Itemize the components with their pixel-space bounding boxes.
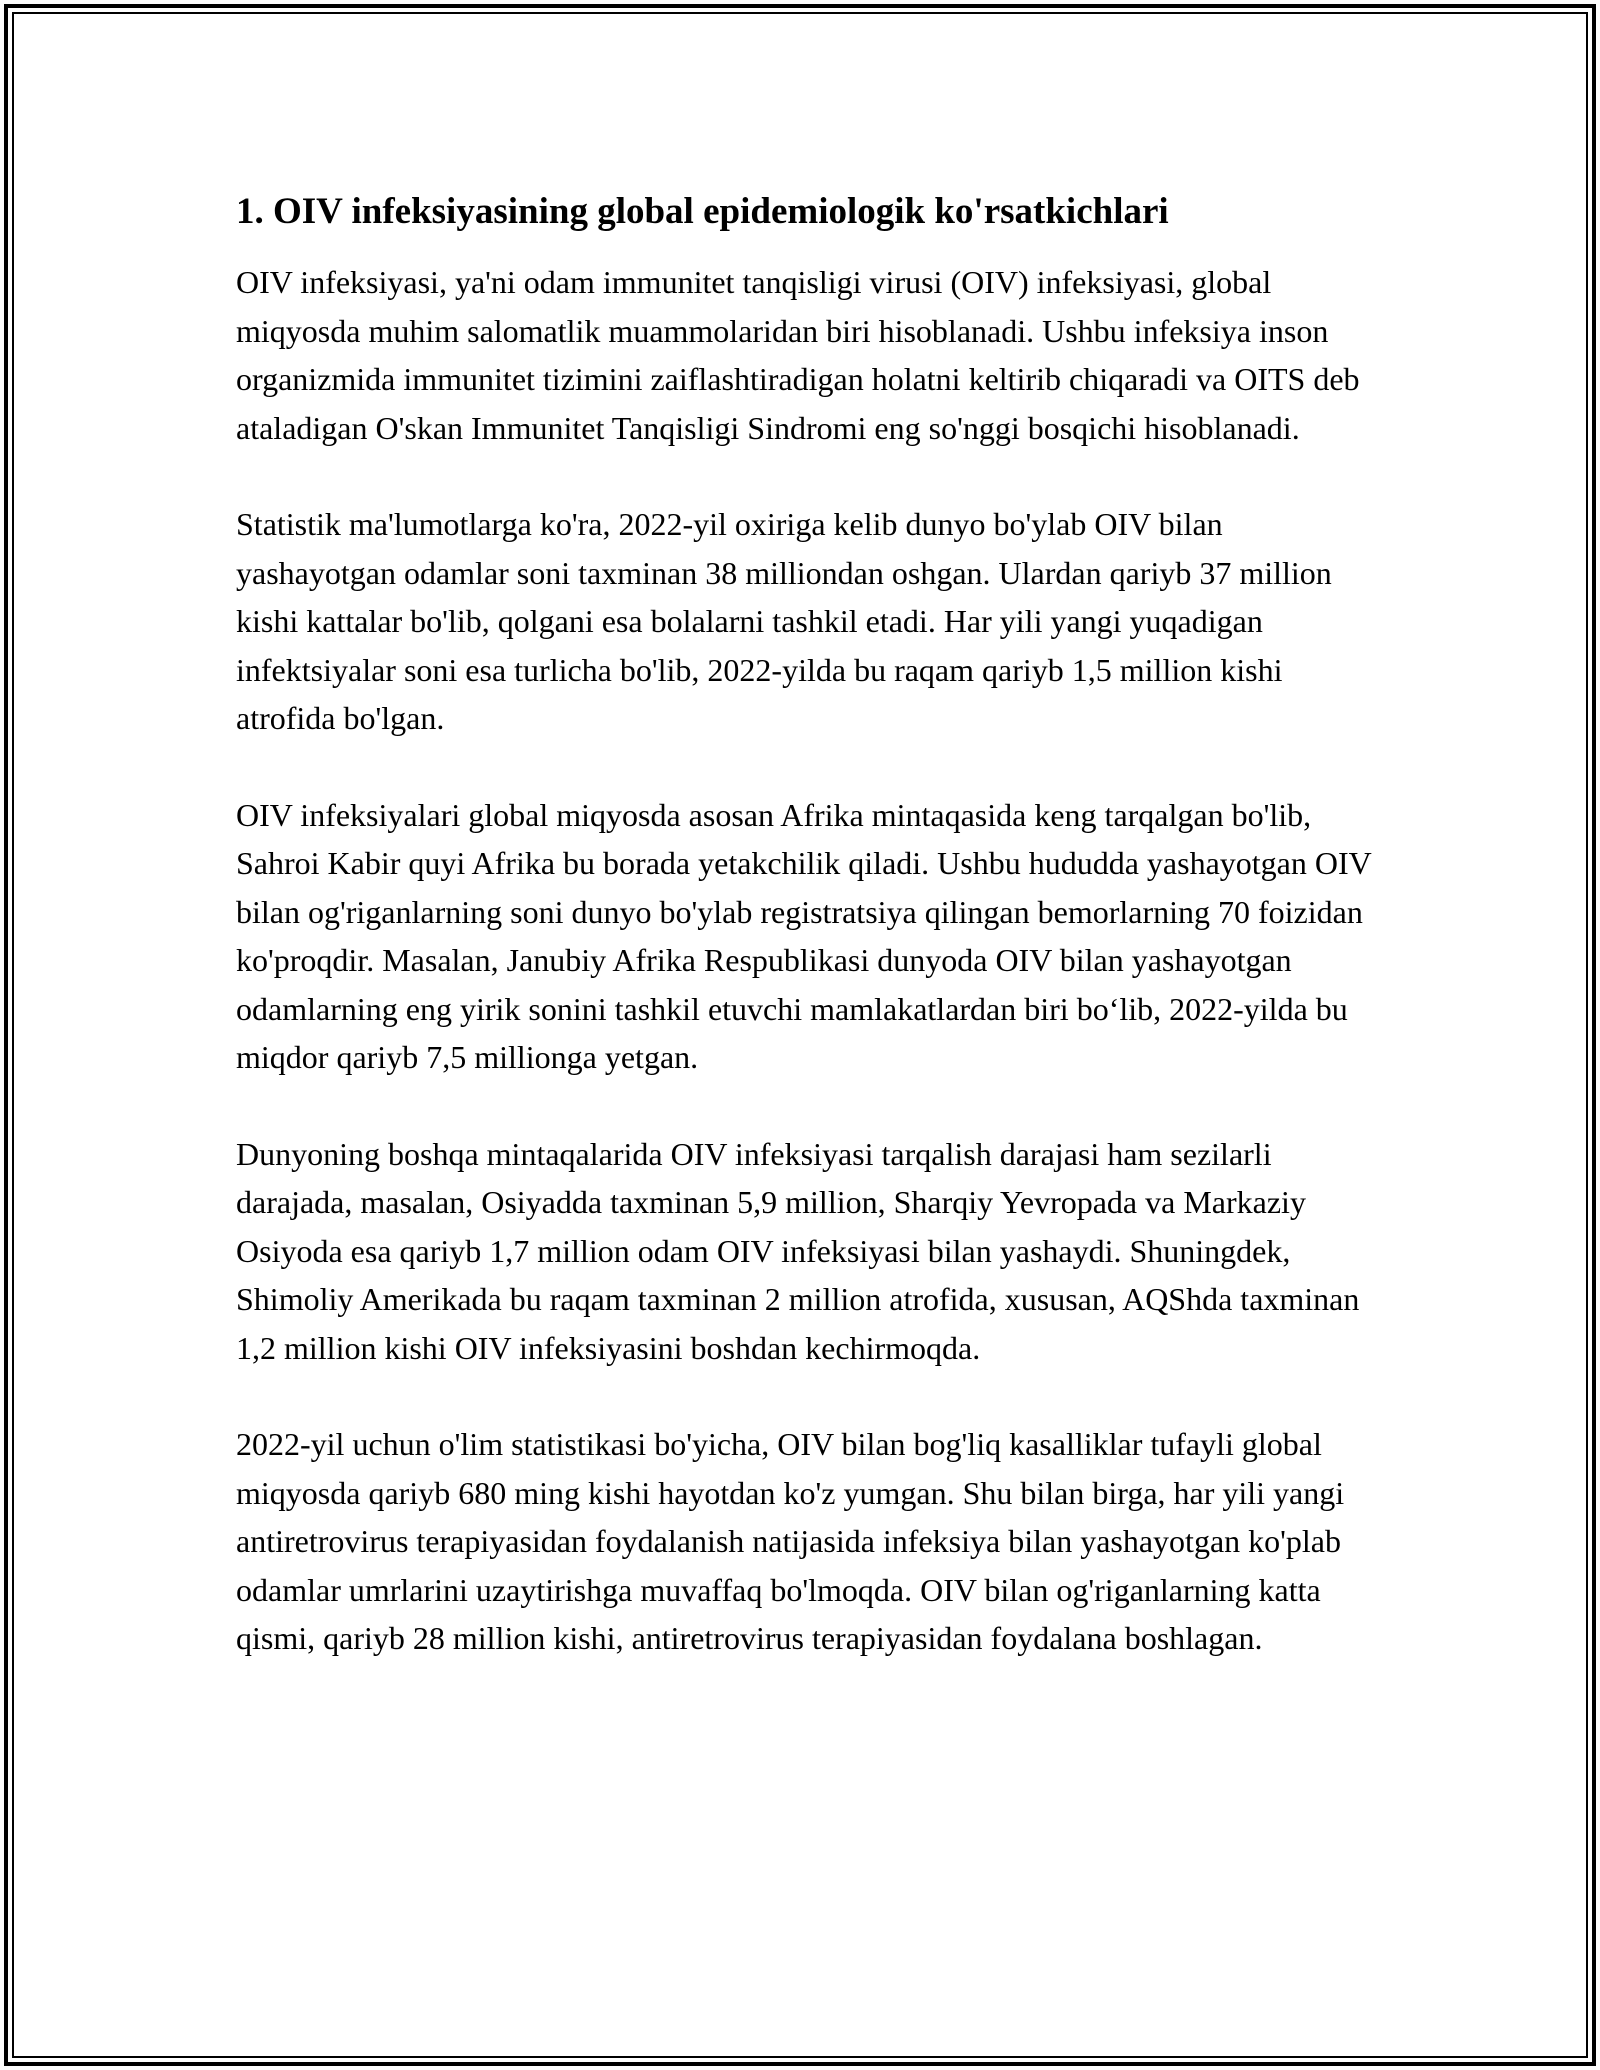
- paragraph-intro: OIV infeksiyasi, ya'ni odam immunitet tanqisligi virusi (OIV) infeksiyasi, global miqyosda muhim salomatlik muammolaridan biri hisoblanadi. Ushbu infeksiya inson organizmida immunitet tizimini zaiflashtiradigan holatni keltirib chiqaradi va OITS deb ataladigan O'skan Immunitet Tanqisligi Sindromi eng so'nggi bosqichi hisoblanadi.: [236, 264, 1360, 446]
- paragraph-africa: OIV infeksiyalari global miqyosda asosan Afrika mintaqasida keng tarqalgan bo'lib, Sahroi Kabir quyi Afrika bu borada yetakchilik qiladi. Ushbu hududda yashayotgan OIV bilan og'riganlarning soni dunyo bo'ylab registratsiya qilingan bemorlarning 70 foizidan ko'proqdir. Masalan, Janubiy Afrika Respublikasi dunyoda OIV bilan yashayotgan odamlarning eng yirik sonini tashkil etuvchi mamlakatlardan biri bo‘lib, 2022-yilda bu miqdor qariyb 7,5 millionga yetgan.: [236, 796, 1372, 1075]
- paragraph-statistics: Statistik ma'lumotlarga ko'ra, 2022-yil oxiriga kelib dunyo bo'ylab OIV bilan yashayotgan odamlar soni taxminan 38 milliondan oshgan. Ulardan qariyb 37 million kishi kattalar bo'lib, qolgani esa bolalarni tashkil etadi. Har yili yangi yuqadigan infektsiyalar soni esa turlicha bo'lib, 2022-yilda bu raqam qariyb 1,5 million kishi atrofida bo'lgan.: [236, 506, 1332, 736]
- document-body: [236, 186, 1386, 1663]
- paragraph-other-regions: Dunyoning boshqa mintaqalarida OIV infeksiyasi tarqalish darajasi ham sezilarli darajada, masalan, Osiyadda taxminan 5,9 million, Sharqiy Yevropada va Markaziy Osiyoda esa qariyb 1,7 million odam OIV infeksiyasi bilan yashaydi. Shuningdek, Shimoliy Amerikada bu raqam taxminan 2 million atrofida, xususan, AQShda taxminan 1,2 million kishi OIV infeksiyasini boshdan kechirmoqda.: [236, 1135, 1360, 1366]
- paragraph-mortality: 2022-yil uchun o'lim statistikasi bo'yicha, OIV bilan bog'liq kasalliklar tufayli global miqyosda qariyb 680 ming kishi hayotdan ko'z yumgan. Shu bilan birga, har yili yangi antiretrovirus terapiyasidan foydalanish natijasida infeksiya bilan yashayotgan ko'plab odamlar umrlarini uzaytirishga muvaffaq bo'lmoqda. OIV bilan og'riganlarning katta qismi, qariyb 28 million kishi, antiretrovirus terapiyasidan foydalana boshlagan.: [236, 1426, 1345, 1656]
- section-heading: 1. OIV infeksiyasining global epidemiologik ko'rsatkichlari: [236, 191, 1169, 232]
